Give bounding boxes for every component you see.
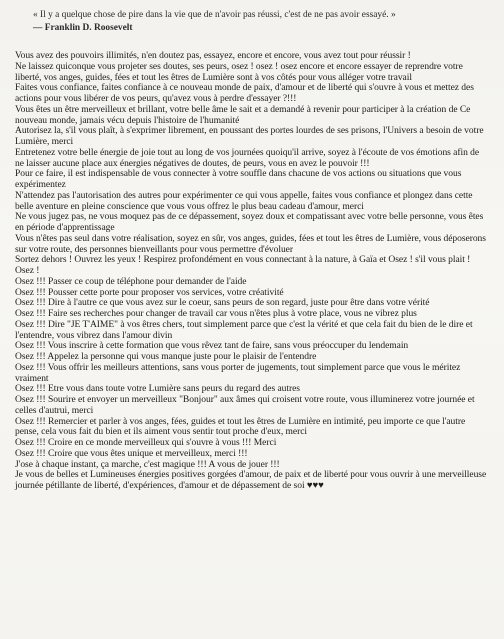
paragraph: N'attendez pas l'autorisation des autres pour expérimenter ce qui vous appelle, faites vous confiance et plongez dans cette belle aventure en pleine conscience que vous vous offrez le plus beau cadeau d'amour, merci	[15, 189, 473, 212]
paragraph: Pour ce faire, il est indispensable de vous connecter à votre souffle dans chacune de vos actions ou situations que vous expérimentez	[15, 168, 462, 191]
paragraph: Osez !!! Remercier et parler à vos anges, fées, guides et tout les êtres de Lumière en intimité, peu importe ce que l'autre pense, cela vous fait du bien et ils aiment vous sentir tout proche d'eux, merci	[15, 415, 466, 438]
paragraph: Vous n'êtes pas seul dans votre réalisation, soyez en sûr, vos anges, guides, fées et tout les êtres de Lumière, vous déposerons sur votre route, des personnes bienveillants pour vous permettre d'évoluer	[15, 232, 486, 255]
paragraph: Osez !!! Dire à l'autre ce que vous avez sur le coeur, sans peurs de son regard, juste pour être dans votre vérité	[15, 297, 430, 309]
paragraph: Osez !!! Etre vous dans toute votre Lumière sans peurs du regard des autres	[15, 383, 300, 395]
paragraph: Sortez dehors ! Ouvrez les yeux ! Respirez profondément en vous connectant à la nature, à Gaïa et Osez ! s'il vous plait ! Osez !	[15, 254, 471, 277]
paragraph: Osez !!! Passer ce coup de téléphone pour demander de l'aide	[15, 275, 247, 287]
paragraph: Osez !!! Appelez la personne qui vous manque juste pour le plaisir de l'entendre	[15, 351, 317, 363]
document-body	[15, 51, 490, 492]
quote-author: — Franklin D. Roosevelt	[33, 22, 133, 33]
paragraph: J'ose à chaque instant, ça marche, c'est magique !!! A vous de jouer !!!	[15, 458, 280, 470]
paragraph: Osez !!! Croire que vous êtes unique et merveilleux, merci !!!	[15, 447, 248, 459]
paragraph: Osez !!! Sourire et envoyer un merveilleux "Bonjour" aux âmes qui croisent votre route, vous illuminerez votre journée et celles d'autrui, merci	[15, 394, 475, 416]
paragraph: Osez !!! Vous inscrire à cette formation que vous rêvez tant de faire, sans vous préoccuper du lendemain	[15, 340, 409, 352]
paragraph: Osez !!! Dire "JE T'AIME" à vos êtres chers, tout simplement parce que c'est la vérité et que cela fait du bien de le dire et l'entendre, vous vibrez dans l'amour divin	[15, 318, 473, 341]
paragraph: Entretenez votre belle énergie de joie tout au long de vos journées quoiqu'il arrive, soyez à l'écoute de vos émotions afin de ne laisser aucune place aux énergies négatives de doutes, de peurs, vous en avez le pouvoir !!!	[15, 146, 480, 169]
epigraph-quote	[33, 10, 490, 34]
paragraph: Faites vous confiance, faites confiance à ce nouveau monde de paix, d'amour et de liberté qui s'ouvre à vous et mettez des actions pour vous libérer de vos peurs, qu'avez vous à perdre d'essayer ?!!!	[15, 82, 474, 105]
paragraph: Ne vous jugez pas, ne vous moquez pas de ce dépassement, soyez doux et compatissant avec votre belle personne, vous êtes en période d'apprentissage	[15, 211, 484, 234]
paragraph: Osez !!! Faire ses recherches pour changer de travail car vous n'êtes plus à votre place, vous ne vibrez plus	[15, 308, 417, 320]
quote-text: « Il y a quelque chose de pire dans la vie que de n'avoir pas réussi, c'est de ne pas avoir essayé. »	[33, 10, 396, 20]
paragraph: Osez !!! Pousser cette porte pour proposer vos services, votre créativité	[15, 286, 284, 298]
paragraph: Ne laissez quiconque vous projeter ses doutes, ses peurs, osez ! osez ! osez encore et encore essayer de reprendre votre liberté, vos anges, guides, fées et tout les êtres de Lumière sont à vos côtés pour vous alléger votre travail	[15, 60, 463, 83]
paragraph: Vous avez des pouvoirs illimités, n'en doutez pas, essayez, encore et encore, vous avez tout pour réussir !	[15, 50, 411, 62]
paragraph: Vous êtes un être merveilleux et brillant, votre belle âme le sait et a demandé à revenir pour participer à la création de Ce nouveau monde, jamais vécu depuis l'histoire de l'humanité	[15, 103, 471, 126]
paragraph: Je vous de belles et Lumineuses énergies positives gorgées d'amour, de paix et de liberté pour vous ouvrir à une merveilleuse journée pétillante de liberté, d'expériences, d'amour et de dépassement de soi ♥♥♥	[15, 469, 487, 492]
paragraph: Osez !!! Croire en ce monde merveilleux qui s'ouvre à vous !!! Merci	[15, 437, 277, 449]
paragraph: Autorisez la, s'il vous plaît, à s'exprimer librement, en poussant des portes lourdes de ses prisons, l'Univers a besoin de votre Lumière, merci	[15, 125, 484, 148]
paragraph: Osez !!! Vous offrir les meilleurs attentions, sans vous porter de jugements, tout simplement parce que vous le méritez vraiment	[15, 361, 461, 384]
